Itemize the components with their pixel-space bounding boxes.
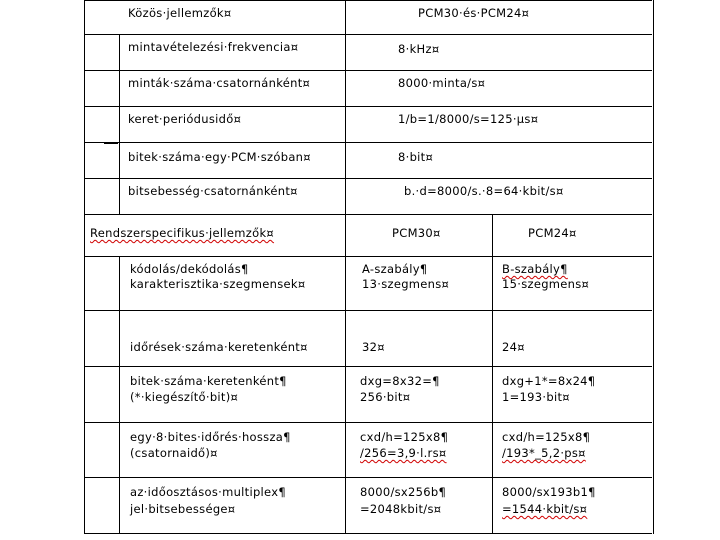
- system-col1-2-line-0: dxg=8x32=¶: [360, 374, 440, 388]
- rule-after-system-1: [84, 310, 652, 311]
- rule-after-common-4: [84, 178, 652, 179]
- system-col2-3-line-1: /193*_5,2·ps¤: [502, 446, 586, 460]
- system-col2-0-line-0: B-szabály¶: [502, 262, 568, 276]
- system-label-0-line-1: karakterisztika·szegmensek¤: [130, 277, 306, 291]
- bracket-mark-top: [84, 106, 102, 107]
- system-label-2-line-1: (*·kiegészítő·bit)¤: [130, 390, 239, 404]
- system-label-3-line-1: (csatornaidő)¤: [130, 446, 218, 460]
- common-value-1: 8000·minta/s¤: [398, 76, 486, 90]
- rule-after-system-header: [84, 256, 652, 257]
- system-col2-1-line-0: 24¤: [502, 340, 525, 354]
- system-col1-4-line-0: 8000/sx256b¶: [360, 485, 447, 499]
- rule-after-common-3: [84, 142, 652, 143]
- rule-col-left-inner-2: [119, 256, 120, 533]
- system-label-4-line-1: jel·bitsebessége¤: [130, 502, 236, 516]
- common-label-4: bitsebesség·csatornánként¤: [128, 184, 298, 198]
- system-header-col1: PCM30¤: [392, 226, 441, 240]
- system-label-4-line-0: az·időosztásos·multiplex¶: [130, 485, 286, 499]
- system-label-0-line-0: kódolás/dekódolás¶: [130, 262, 249, 276]
- system-col1-3-line-1: /256=3,9·l.rs¤: [360, 446, 447, 460]
- rule-before-system: [84, 214, 652, 215]
- system-col1-1-line-0: 32¤: [362, 340, 385, 354]
- system-col1-0-line-0: A-szabály¶: [362, 262, 428, 276]
- system-col1-0-line-1: 13·szegmens¤: [362, 277, 450, 291]
- common-label-3: bitek·száma·egy·PCM·szóban¤: [128, 150, 311, 164]
- title-right: PCM30·és·PCM24¤: [418, 6, 530, 20]
- rule-after-common-2: [84, 106, 652, 107]
- system-col2-2-line-1: 1=193·bit¤: [502, 390, 570, 404]
- system-col2-4-line-1: =1544·kbit/s¤: [502, 502, 588, 516]
- system-col2-2-line-0: dxg+1*=8x24¶: [502, 374, 596, 388]
- system-label-2-line-0: bitek·száma·keretenként¶: [130, 374, 287, 388]
- system-col2-3-line-0: cxd/h=125x8¶: [502, 430, 591, 444]
- common-value-2: 1/b=1/8000/s=125·μs¤: [398, 112, 539, 126]
- system-col2-0-line-1: 15·szegmens¤: [502, 277, 590, 291]
- rule-bottom: [84, 533, 652, 534]
- rule-col-left-inner: [119, 34, 120, 214]
- system-col1-4-line-1: =2048kbit/s¤: [360, 502, 442, 516]
- rule-after-title: [84, 34, 652, 35]
- rule-after-system-4: [84, 477, 652, 478]
- rule-after-common-1: [84, 70, 652, 71]
- rule-col-mid: [345, 0, 346, 534]
- system-header-label: Rendszerspecifikus·jellemzők¤: [90, 226, 275, 240]
- system-label-3-line-0: egy·8·bites·időrés·hossza¶: [130, 430, 291, 444]
- system-col2-4-line-0: 8000/sx193b1¶: [502, 485, 596, 499]
- common-value-3: 8·bit¤: [398, 150, 434, 164]
- common-label-2: keret·periódusidő¤: [128, 112, 242, 126]
- common-value-4: b.·d=8000/s.·8=64·kbit/s¤: [404, 184, 564, 198]
- common-label-0: mintavételezési·frekvencia¤: [128, 40, 299, 54]
- rule-top: [84, 0, 652, 1]
- common-value-0: 8·kHz¤: [398, 42, 440, 56]
- common-label-1: minták·száma·csatornánként¤: [128, 76, 311, 90]
- rule-after-system-2: [84, 366, 652, 367]
- system-col1-2-line-1: 256·bit¤: [360, 390, 411, 404]
- rule-col-right: [492, 214, 493, 534]
- system-header-col2: PCM24¤: [528, 226, 577, 240]
- title-left: Közös·jellemzők¤: [128, 6, 232, 20]
- system-col1-3-line-0: cxd/h=125x8¶: [360, 430, 449, 444]
- system-label-1-line-0: időrések·száma·keretenként¤: [130, 340, 308, 354]
- rule-after-system-3: [84, 422, 652, 423]
- bracket-mark-bottom: [104, 143, 118, 144]
